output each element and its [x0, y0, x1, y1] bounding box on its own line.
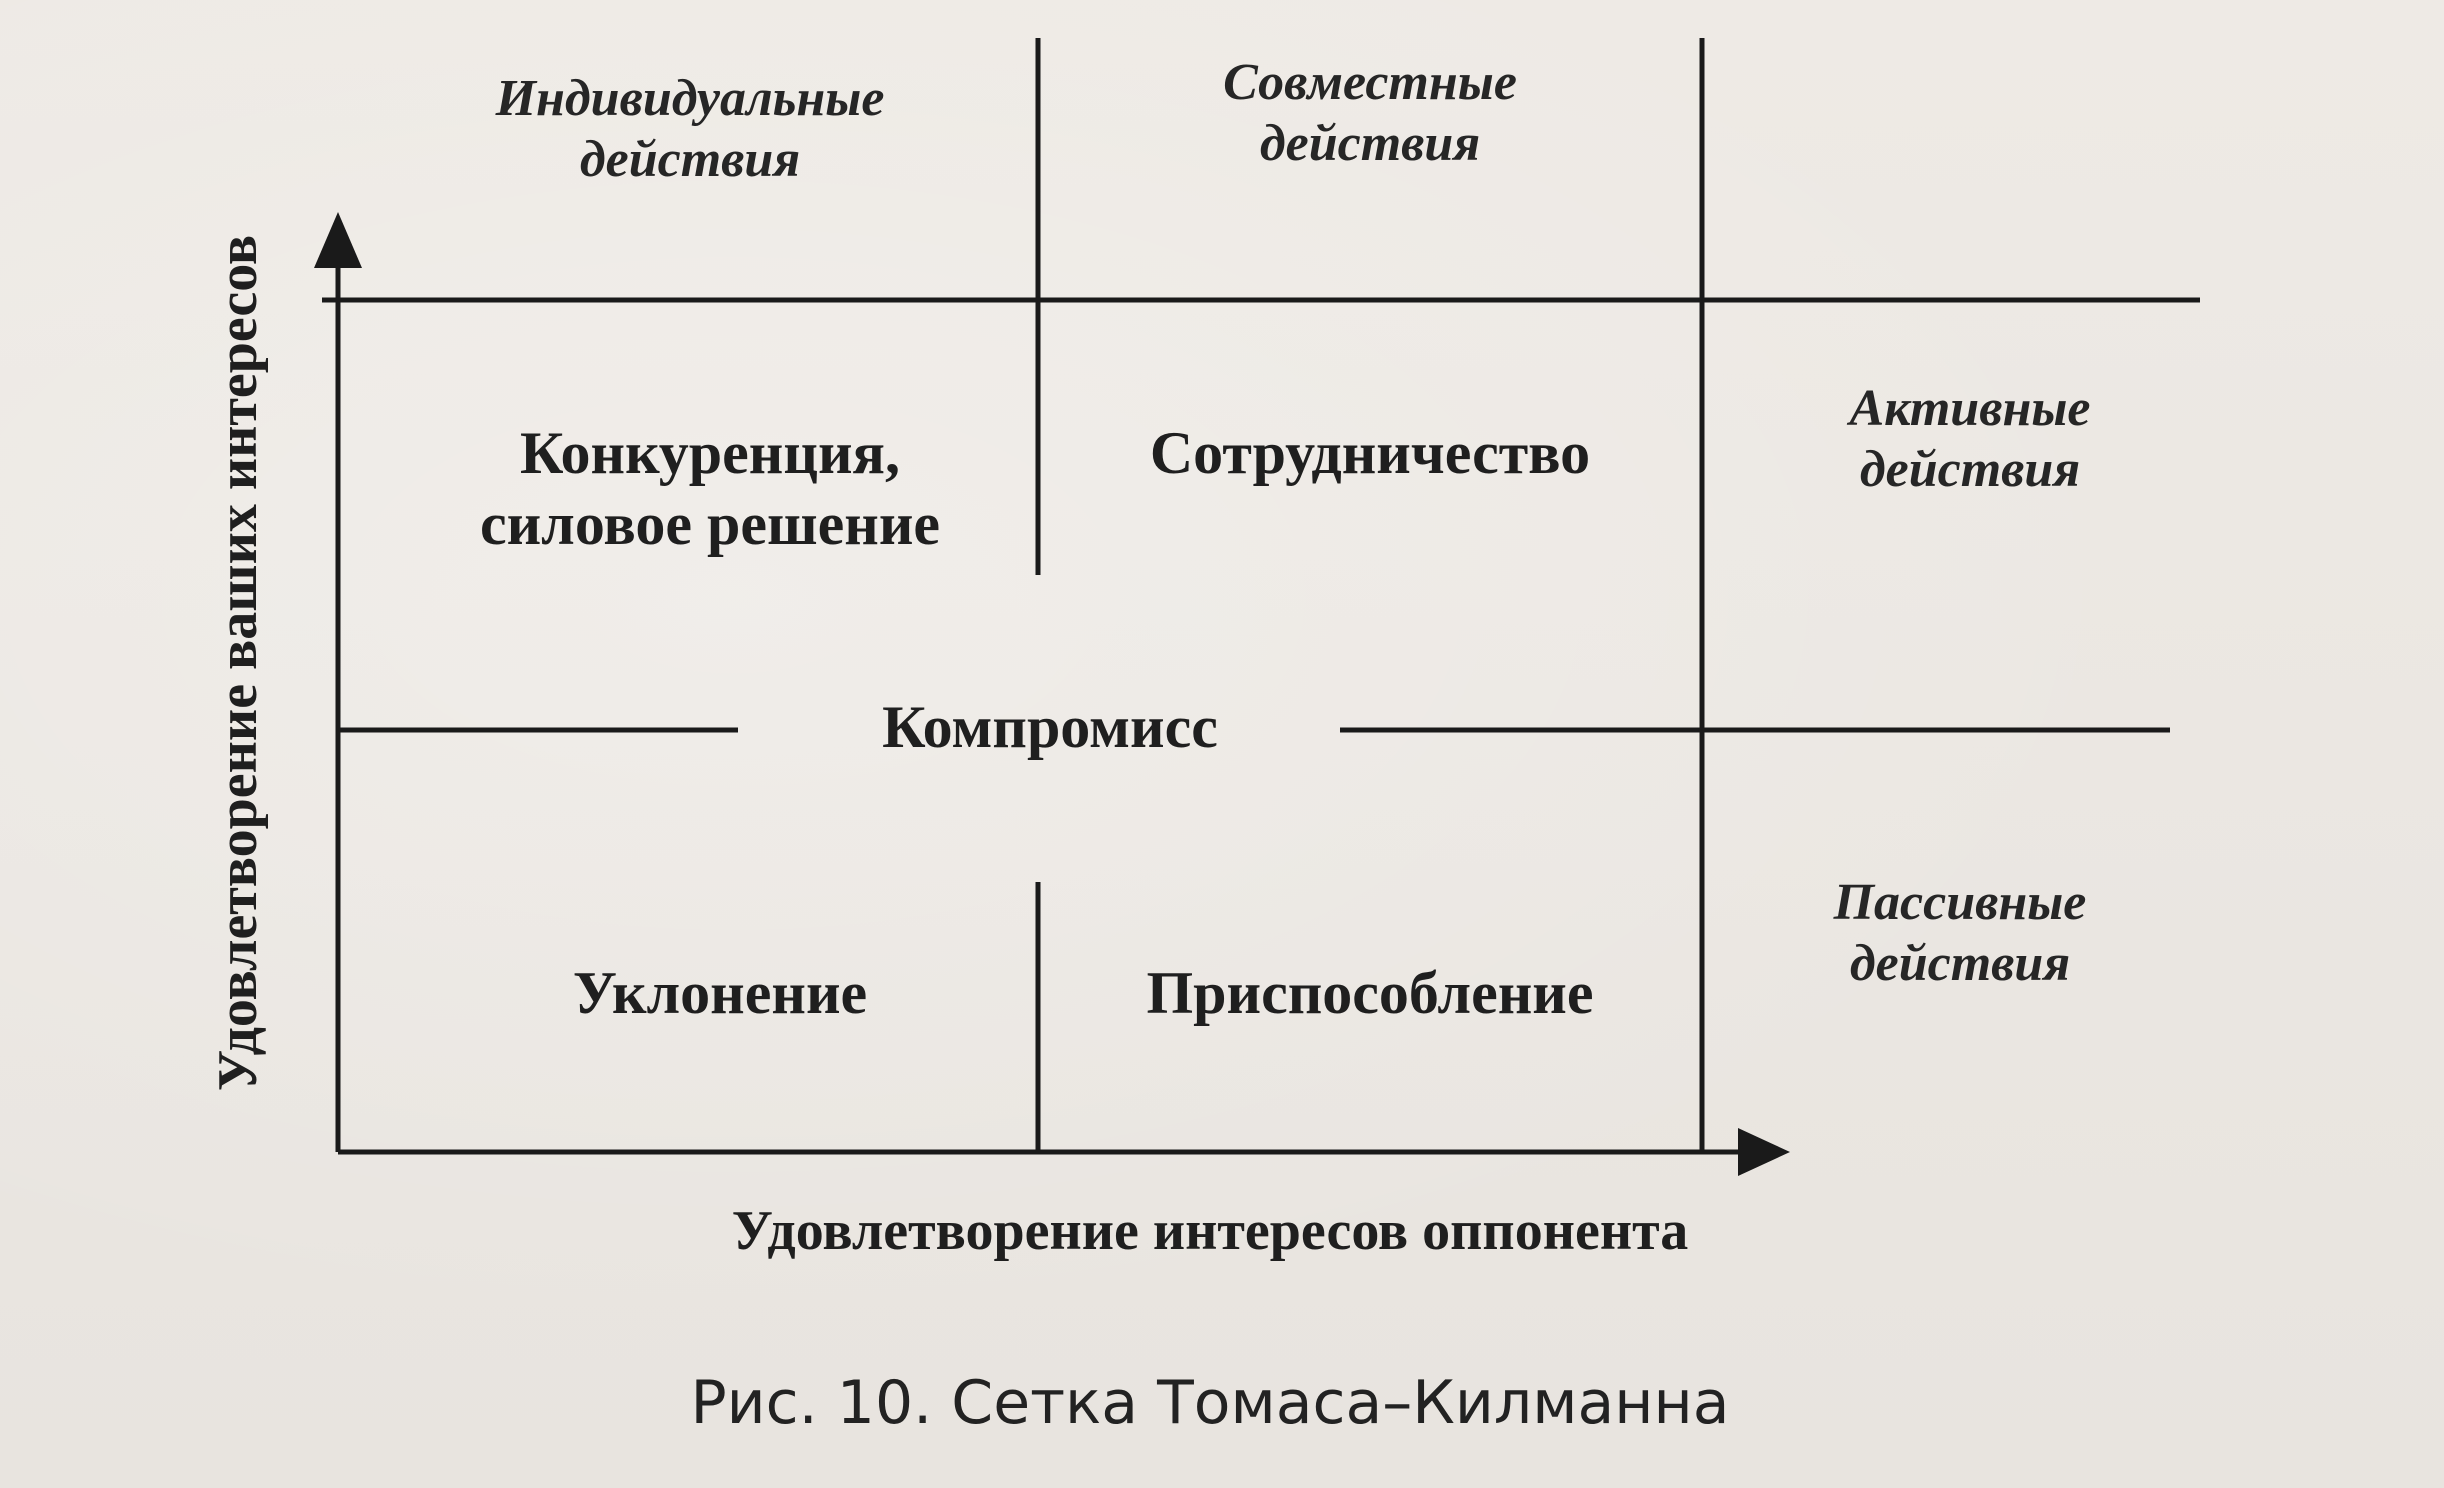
label-compromise: Компромисс — [882, 694, 1218, 760]
label-avoidance: Уклонение — [572, 960, 868, 1026]
label-active-actions: Активные действия — [1849, 380, 2091, 499]
label-joint-actions: Совместные действия — [1223, 54, 1517, 173]
y-axis-label: Удовлетворение ваших интересов — [207, 234, 269, 1092]
label-individual-actions: Индивидуальные действия — [495, 70, 885, 189]
x-axis-label: Удовлетворение интересов оппонента — [731, 1200, 1689, 1262]
figure-caption: Рис. 10. Сетка Томаса–Килманна — [690, 1368, 1730, 1438]
label-cooperation: Сотрудничество — [1149, 420, 1591, 486]
label-competition: Конкуренция, силовое решение — [479, 420, 941, 557]
label-accommodation: Приспособление — [1146, 960, 1594, 1026]
y-axis-arrow-icon — [314, 212, 362, 268]
x-axis-arrow-icon — [1738, 1128, 1790, 1176]
label-passive-actions: Пассивные действия — [1833, 874, 2087, 993]
